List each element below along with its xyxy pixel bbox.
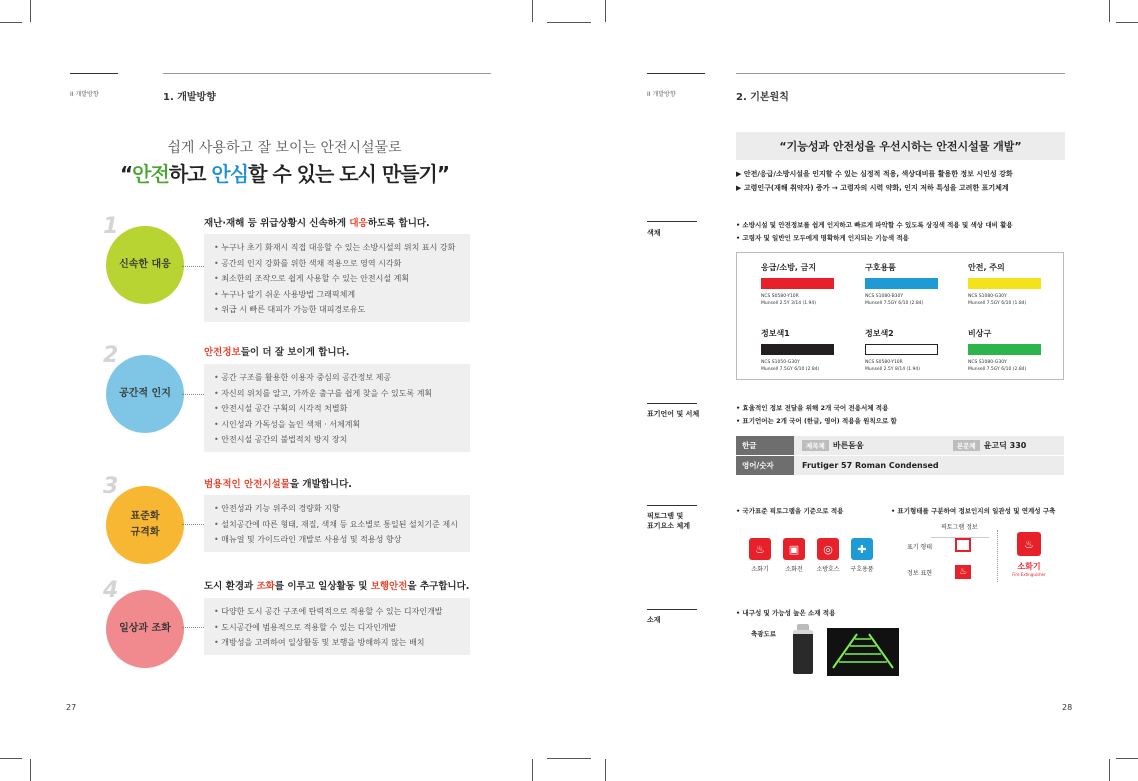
swatch-name: 정보색2 [865,329,894,338]
font-table [736,436,1064,476]
swatch-name: 안전, 주의 [968,263,1005,272]
section-number: 3 [103,474,119,499]
list-item: • 최소한의 조작으로 쉽게 사용할 수 있는 안전시설 계획 [214,271,460,287]
swatch-name: 구호용품 [865,263,896,272]
swatch-name: 응급/소방, 금지 [761,263,817,272]
color-swatch-yellow [968,278,1041,289]
right-page [569,0,1138,781]
crop-mark [1109,0,1110,22]
picto-label: 소화전 [785,566,803,573]
crop-mark [547,758,569,759]
color-swatch-black [761,344,834,355]
sign-sublabel: Fire Extinguisher [1012,572,1046,577]
section-heading: 범용적인 안전시설물을 개발합니다. [204,479,352,490]
list-item: • 안전시설 공간 구획의 시각적 처별화 [214,401,460,417]
section-label: 소재 [647,616,661,624]
swatch-code: NCS S1080-G30Y Munsell 7.5GY 6/10 (2.84) [968,360,1027,372]
section-heading: 안전정보들이 더 잘 보이게 합니다. [204,347,350,358]
fire-hose-icon: ◎ [817,538,839,560]
section-indicator: II 개발방향 [70,91,99,98]
bullet-box [204,598,470,655]
color-swatch-panel [736,252,1064,380]
header-rule [647,73,705,74]
list-item: • 매뉴얼 및 가이드라인 개발로 사용성 및 적용성 향상 [214,532,460,548]
principle-circle: 일상과 조화 [106,590,184,668]
list-item: • 도시공간에 범용적으로 적용할 수 있는 디자인개발 [214,620,460,636]
list-item: • 내구성 및 가능성 높은 소재 적용 [736,609,836,617]
swatch-code: NCS S1050-G30Y Munsell 7.5GY 6/10 (2.84) [761,360,820,372]
fire-extinguisher-sign-icon: ♨ [1017,532,1041,556]
font-row-key: 영어/숫자 [736,456,794,475]
fire-extinguisher-icon: ♨ [749,538,771,560]
list-item: • 누구나 초기 화재시 직접 대응할 수 있는 소방시설의 위치 표시 강화 [214,240,460,256]
principle-quote: “기능성과 안전성을 우선시하는 안전시설물 개발” [736,132,1065,160]
picto-row-label: 정보 표현 [907,570,933,577]
crop-mark [532,0,533,22]
crop-mark [30,0,31,22]
list-item: • 자신의 위치를 알고, 가까운 출구를 쉽게 찾을 수 있도록 계획 [214,386,460,402]
crop-mark [1109,759,1110,781]
list-item: • 고령자 및 일반인 모두에게 명확하게 인지되는 기능색 적용 [736,234,909,242]
sign-frame-icon [955,538,971,552]
principle-line: ▶ 안전/응급/소방시설을 인지할 수 있는 심정적 적용, 색상대비를 활용한 정보 시인성 강화 [736,170,1013,178]
header-rule [70,73,118,74]
page-subtitle: 쉽게 사용하고 잘 보이는 안전시설물로 [167,140,402,156]
swatch-code: NCS S0580-Y10R Munsell 2.5Y 8/14 (1.94) [865,360,921,372]
bullet-box [204,234,470,322]
picto-label: 구호용품 [850,566,874,573]
swatch-code: NCS S0580-Y10R Munsell 2.5Y 3/14 (1.94) [761,294,817,306]
divider [997,530,998,582]
color-swatch-white [865,344,938,355]
section-heading: 재난·재해 등 위급상황시 신속하게 대응하도록 합니다. [204,218,430,229]
color-swatch-blue [865,278,938,289]
section-indicator: II 개발방향 [647,91,676,98]
fire-hydrant-icon: ▣ [783,538,805,560]
principle-circle: 표준화 규격화 [106,486,184,564]
page-headline: “안전하고 안심할 수 있는 도시 만들기” [120,162,449,186]
picto-row-label: 표기 형태 [907,544,933,551]
list-item: • 위급 시 빠른 대피가 가능한 대피경로유도 [214,302,460,318]
swatch-code: NCS S1080-G30Y Munsell 7.5GY 6/10 (1.84) [968,294,1027,306]
list-item: • 시인성과 가독성을 높인 색채 · 서체계획 [214,417,460,433]
list-item: • 안전성과 기능 위주의 경량화 지향 [214,501,460,517]
material-label: 축광도료 [751,630,777,638]
crop-mark [569,22,591,23]
sign-fill-icon: ♨ [955,565,971,579]
picto-table-title: 픽토그램 정보 [941,524,978,531]
crop-mark [0,758,22,759]
picto-label: 소방호스 [816,566,840,573]
table-row [736,436,1064,456]
list-item: • 표기형태를 구분하여 정보인지의 일관성 및 연계성 구축 [891,507,1056,515]
crop-mark [605,759,606,781]
list-item: • 공간 구조를 활용한 이용자 중심의 공간정보 제공 [214,370,460,386]
swatch-name: 비상구 [968,329,992,338]
page-title: 2. 기본원칙 [736,92,789,103]
section-heading: 도시 환경과 조화를 이루고 일상활동 및 보행안전을 추구합니다. [204,581,470,592]
crop-mark [0,22,22,23]
sign-label: 소화기 [1017,562,1041,571]
page-number: 27 [66,703,77,712]
swatch-name: 정보색1 [761,329,790,338]
page-title: 1. 개발방향 [163,92,216,103]
label-rule [647,505,697,506]
crop-mark [547,22,569,23]
list-item: • 소방시설 및 안전정보를 쉽게 인지하고 빠르게 파악할 수 있도록 상징색 적용 및 색상 대비 활용 [736,221,1013,229]
crop-mark [30,759,31,781]
crop-mark [569,758,591,759]
page-number: 28 [1062,703,1073,712]
list-item: • 누구나 알기 쉬운 사용방법 그래픽체계 [214,287,460,303]
section-number: 2 [103,343,119,368]
section-number: 1 [103,214,119,239]
list-item: • 안전시설 공간의 불법적치 방지 장치 [214,432,460,448]
crop-mark [1116,22,1138,23]
color-swatch-red [761,278,834,289]
first-aid-icon: ✚ [851,538,873,560]
table-row [736,456,1064,476]
crop-mark [1116,758,1138,759]
swatch-code: NCS S1080-B30Y Munsell 7.5GY 6/10 (2.84) [865,294,924,306]
bullet-box [204,364,470,452]
list-item: • 개방성을 고려하여 일상활동 및 보행을 방해하지 않는 배치 [214,635,460,651]
bullet-box [204,495,470,552]
principle-line: ▶ 고령인구(재해 취약자) 증가 → 고령자의 시력 약화, 인지 저하 특성을 고려한 표기체계 [736,184,1009,192]
color-swatch-green [968,344,1041,355]
label-rule [647,221,697,222]
list-item: • 표기언어는 2개 국어 (한글, 영어) 적용을 원칙으로 함 [736,417,897,425]
font-row-value: Frutiger 57 Roman Condensed [794,456,1064,475]
list-item: • 효율적인 정보 전달을 위해 2개 국어 전용서체 적용 [736,404,889,412]
paint-can-image [792,624,814,676]
section-label: 픽토그램 및 표기요소 체계 [647,512,691,530]
label-rule [647,403,697,404]
header-rule [163,73,491,74]
list-item: • 국가표준 픽토그램을 기준으로 적용 [736,507,844,515]
glow-stairs-image [827,628,899,676]
font-row-value: 제목체 바른돋움 본문체 윤고딕 330 [794,436,1064,455]
principle-circle: 신속한 대응 [106,226,184,304]
list-item: • 공간의 인지 강화를 위한 색채 적용으로 영역 시각화 [214,256,460,272]
crop-mark [532,759,533,781]
principle-circle: 공간적 인지 [106,355,184,433]
crop-mark [605,0,606,22]
font-row-key: 한글 [736,436,794,455]
section-label: 색채 [647,229,661,237]
list-item: • 설치공간에 따른 형태, 재질, 색채 등 요소별로 통일된 설치기준 제시 [214,517,460,533]
picto-label: 소화기 [751,566,769,573]
header-rule [736,73,1065,74]
section-label: 표기언어 및 서체 [647,410,700,418]
label-rule [647,609,697,610]
list-item: • 다양한 도시 공간 구조에 탄력적으로 적용할 수 있는 디자인개발 [214,604,460,620]
section-number: 4 [103,578,119,603]
